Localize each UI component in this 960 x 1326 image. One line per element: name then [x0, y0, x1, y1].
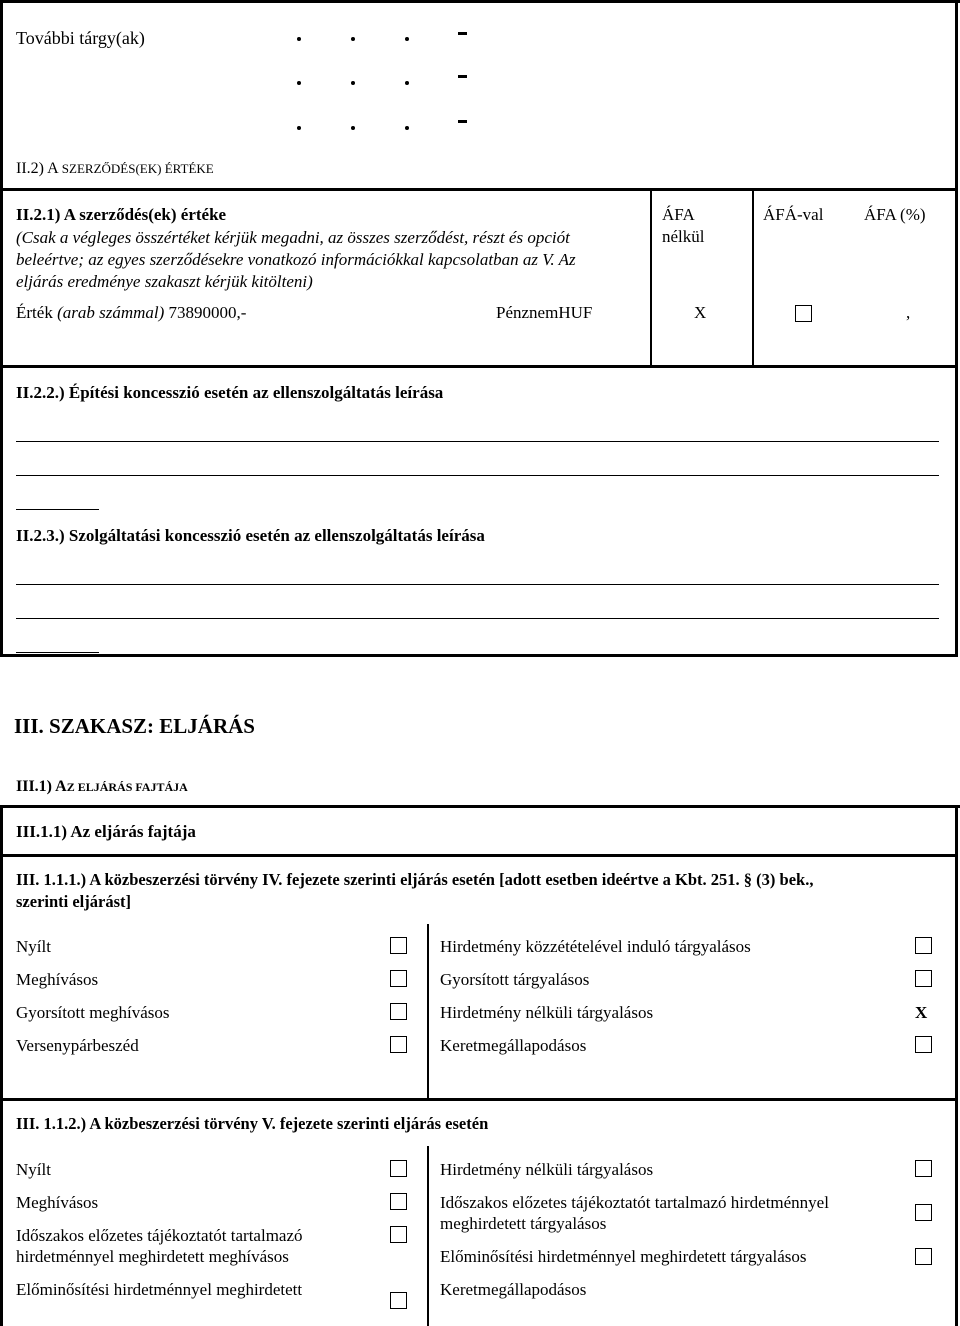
checkbox-nyilt[interactable] — [390, 937, 407, 954]
option-hirdetmeny-nelkuli: Hirdetmény nélküli tárgyalásos — [440, 1003, 654, 1022]
contract-value-note-1: (Csak a végleges összértéket kérjük megadni, az összes szerződést, részt és opciót — [16, 228, 570, 247]
option-nyilt: Nyílt — [16, 937, 51, 956]
section-iii-title: III. SZAKASZ: ELJÁRÁS — [14, 714, 255, 738]
afa-nelkul-mark: X — [694, 303, 707, 322]
checkbox-gyorsitott-meghivasos[interactable] — [390, 1003, 407, 1020]
col-afa-pct: ÁFA (%) — [864, 205, 926, 224]
currency: PénznemHUF — [496, 303, 593, 322]
service-concession-title: II.2.3.) Szolgáltatási koncesszió esetén az ellenszolgáltatás leírása — [16, 526, 485, 545]
top-border — [0, 0, 960, 3]
checkbox-hirdetmeny-nelkuli-mark[interactable]: X — [915, 1003, 928, 1022]
col-divider-1 — [650, 188, 652, 366]
chapter-iv-col-divider — [427, 924, 429, 1100]
procedure-box-right — [955, 805, 958, 1326]
v-option-idoszakos-meghivasos-2: hirdetménnyel meghirdetett meghívásos — [16, 1247, 289, 1266]
v-checkbox-meghivasos[interactable] — [390, 1193, 407, 1210]
col-afa-nelkul-line1: ÁFA — [662, 205, 695, 224]
checkbox-versenyparbeszed[interactable] — [390, 1036, 407, 1053]
contract-value-note-2: beleértve; az egyes szerződésekre vonatkozó információkkal kapcsolatban az V. Az — [16, 250, 576, 269]
col-afaval: ÁFÁ-val — [763, 205, 824, 224]
left-border — [0, 0, 3, 656]
value-row: Érték (arab számmal) 73890000,- — [16, 303, 247, 322]
option-versenyparbeszed: Versenypárbeszéd — [16, 1036, 139, 1055]
v-checkbox-elominositesi[interactable] — [390, 1292, 407, 1309]
option-gyorsitott-targyalasos: Gyorsított tárgyalásos — [440, 970, 590, 989]
option-keretmegallapodasos: Keretmegállapodásos — [440, 1036, 587, 1055]
write-line-4 — [16, 584, 939, 585]
col-divider-2 — [752, 188, 754, 366]
chapter-v-col-divider — [427, 1146, 429, 1326]
v-option-meghivasos: Meghívásos — [16, 1193, 99, 1212]
v-checkbox-hirdetmeny-nelkuli[interactable] — [915, 1160, 932, 1177]
chapter-iv-title-1: III. 1.1.1.) A közbeszerzési törvény IV. fejezete szerinti eljárás esetén [adott esetben ideértve a Kbt. 251. § (3) bek., — [16, 870, 814, 889]
v-checkbox-elominositesi-targyalasos[interactable] — [915, 1248, 932, 1265]
procedure-type-title: III.1.1) Az eljárás fajtája — [16, 822, 196, 841]
section-iii1-heading: III.1) AZ ELJÁRÁS FAJTÁJA — [16, 778, 188, 795]
write-line-3 — [16, 509, 99, 510]
write-line-6 — [16, 652, 99, 653]
construction-concession-title: II.2.2.) Építési koncesszió esetén az ellenszolgáltatás leírása — [16, 383, 444, 402]
write-line-2 — [16, 475, 939, 476]
divider-3 — [0, 654, 958, 657]
v-option-idoszakos-targyalasos-1: Időszakos előzetes tájékoztatót tartalmazó hirdetménnyel — [440, 1193, 829, 1212]
option-meghivasos: Meghívásos — [16, 970, 99, 989]
v-option-idoszakos-meghivasos-1: Időszakos előzetes tájékoztatót tartalmazó — [16, 1226, 303, 1245]
procedure-box-divider — [0, 854, 958, 857]
option-gyorsitott-meghivasos: Gyorsított meghívásos — [16, 1003, 170, 1022]
right-border — [955, 0, 958, 656]
afaval-checkbox[interactable] — [795, 305, 812, 322]
section-heading-ii2: II.2) A SZERZŐDÉS(EK) ÉRTÉKE — [16, 160, 214, 177]
write-line-1 — [16, 441, 939, 442]
v-checkbox-nyilt[interactable] — [390, 1160, 407, 1177]
contract-value-note-3: eljárás eredménye szakaszt kérjük kitölteni) — [16, 272, 313, 291]
v-option-hirdetmeny-nelkuli: Hirdetmény nélküli tárgyalásos — [440, 1160, 654, 1179]
afa-pct-value: , — [906, 303, 911, 322]
divider-2 — [0, 365, 958, 368]
contract-value-title: II.2.1) A szerződés(ek) értéke — [16, 205, 227, 224]
chapter-divider — [0, 1098, 958, 1101]
v-option-nyilt: Nyílt — [16, 1160, 51, 1179]
v-checkbox-idoszakos-meghivasos[interactable] — [390, 1226, 407, 1243]
write-line-5 — [16, 618, 939, 619]
checkbox-keretmegallapodasos[interactable] — [915, 1036, 932, 1053]
chapter-iv-title-2: szerinti eljárást] — [16, 892, 131, 911]
divider-1 — [0, 188, 958, 191]
v-checkbox-idoszakos-targyalasos[interactable] — [915, 1204, 932, 1221]
checkbox-hirdetmeny-kozzetetelevel[interactable] — [915, 937, 932, 954]
v-option-elominositesi: Előminősítési hirdetménnyel meghirdetett — [16, 1280, 303, 1299]
checkbox-gyorsitott-targyalasos[interactable] — [915, 970, 932, 987]
value-amount: 73890000,- — [168, 303, 247, 322]
col-afa-nelkul-line2: nélkül — [662, 227, 705, 246]
option-hirdetmeny-kozzetetelevel: Hirdetmény közzétételével induló tárgyalásos — [440, 937, 751, 956]
v-option-idoszakos-targyalasos-2: meghirdetett tárgyalásos — [440, 1214, 607, 1233]
chapter-v-title: III. 1.1.2.) A közbeszerzési törvény V. fejezete szerinti eljárás esetén — [16, 1114, 489, 1133]
procedure-box-top — [0, 805, 960, 808]
v-option-elominositesi-targyalasos: Előminősítési hirdetménnyel meghirdetett tárgyalásos — [440, 1247, 807, 1266]
procedure-box-left — [0, 805, 3, 1326]
additional-objects-label: További tárgy(ak) — [16, 28, 145, 48]
checkbox-meghivasos[interactable] — [390, 970, 407, 987]
v-option-keretmegallapodasos: Keretmegállapodásos — [440, 1280, 587, 1299]
